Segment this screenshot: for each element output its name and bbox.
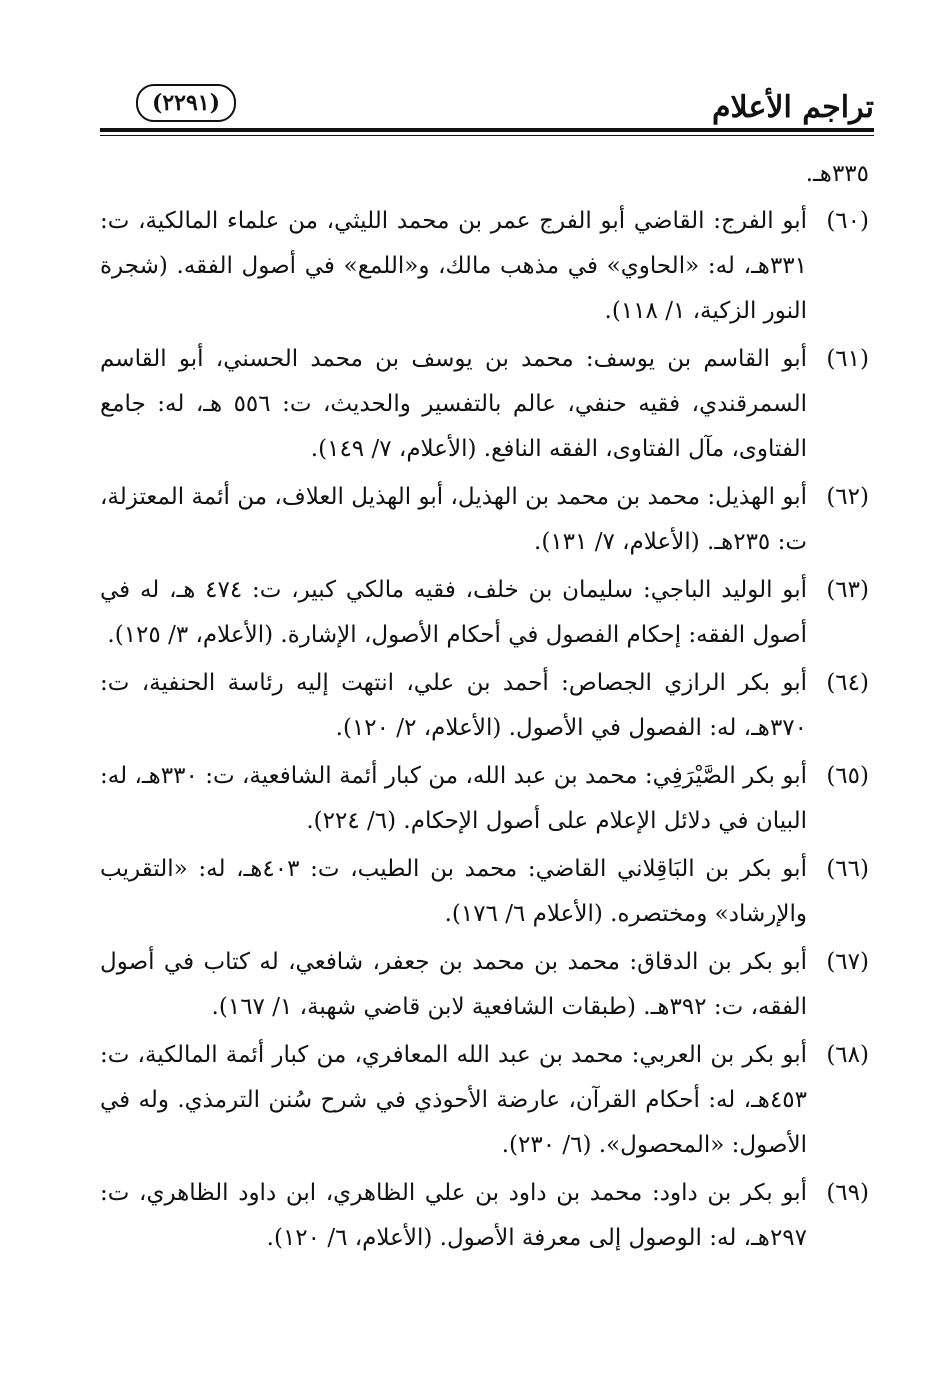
entry-text: أبو الفرج: القاضي أبو الفرج عمر بن محمد الليثي، من علماء المالكية، ت: ٣٣١هـ، له: «الحاوي» في مذهب مالك، و«اللمع» في أصول الفقه. (شجرة النور الزكية، ١/ ١١٨).	[100, 208, 807, 324]
entry-text: أبو بكر بن الدقاق: محمد بن محمد بن جعفر، شافعي، له كتاب في أصول الفقه، ت: ٣٩٢هـ. (طبقات الشافعية لابن قاضي شهبة، ١/ ١٦٧).	[100, 949, 807, 1020]
running-title: تراجم الأعلام	[711, 90, 874, 125]
entry-66	[100, 847, 869, 937]
entry-text: أبو بكر الصَّيْرَفِي: محمد بن عبد الله، من كبار أئمة الشافعية، ت: ٣٣٠هـ، له: البيان في دلائل الإعلام على أصول الإحكام. (٦/ ٢٢٤).	[100, 763, 807, 834]
entry-67	[100, 940, 869, 1030]
entry-number: (٦٢)	[826, 484, 869, 510]
page-header	[100, 84, 874, 130]
entry-text: أبو بكر بن العربي: محمد بن عبد الله المعافري، من كبار أئمة المالكية، ت: ٤٥٣هـ، له: أحكام القرآن، عارضة الأحوذي في شرح سُنن الترمذي. وله في الأصول: «المحصول». (٦/ ٢٣٠).	[100, 1042, 808, 1158]
entry-number: (٦٣)	[826, 577, 869, 603]
entry-text: أبو بكر الرازي الجصاص: أحمد بن علي، انتهت إليه رئاسة الحنفية، ت: ٣٧٠هـ، له: الفصول في الأصول. (الأعلام، ٢/ ١٢٠).	[100, 670, 807, 741]
entry-number: (٦٠)	[826, 208, 869, 234]
entry-number: (٦٧)	[826, 949, 869, 975]
entry-text: أبو بكر بن البَاقِلاني القاضي: محمد بن الطيب، ت: ٤٠٣هـ، له: «التقريب والإرشاد» ومختصره. (الأعلام ٦/ ١٧٦).	[100, 856, 807, 927]
entry-text: أبو الهذيل: محمد بن محمد بن الهذيل، أبو الهذيل العلاف، من أئمة المعتزلة، ت: ٢٣٥هـ. (الأعلام، ٧/ ١٣١).	[100, 484, 807, 555]
entry-60	[100, 199, 869, 334]
entry-68	[100, 1033, 869, 1168]
entry-69	[100, 1171, 869, 1261]
entry-number: (٦٤)	[826, 670, 869, 696]
entry-63	[100, 568, 869, 658]
entry-61	[100, 337, 869, 472]
entry-text: أبو الوليد الباجي: سليمان بن خلف، فقيه مالكي كبير، ت: ٤٧٤ هـ، له في أصول الفقه: إحكام الفصول في أحكام الأصول، الإشارة. (الأعلام، ٣/ ١٢٥).	[100, 577, 807, 648]
entry-65	[100, 754, 869, 844]
entry-number: (٦١)	[826, 346, 869, 372]
entry-text: أبو بكر بن داود: محمد بن داود بن علي الظاهري، ابن داود الظاهري، ت: ٢٩٧هـ، له: الوصول إلى معرفة الأصول. (الأعلام، ٦/ ١٢٠).	[100, 1180, 807, 1251]
entry-62	[100, 475, 869, 565]
header-rule-thin	[100, 135, 874, 136]
entry-number: (٦٦)	[826, 856, 869, 882]
entry-number: (٦٥)	[826, 763, 869, 789]
page-number: (٢٢٩١)	[136, 84, 236, 122]
page-body	[100, 152, 869, 1264]
entry-text: أبو القاسم بن يوسف: محمد بن يوسف بن محمد الحسني، أبو القاسم السمرقندي، فقيه حنفي، عالم بالتفسير والحديث، ت: ٥٥٦ هـ، له: جامع الفتاوى، مآل الفتاوى، الفقه النافع. (الأعلام، ٧/ ١٤٩).	[100, 346, 807, 462]
header-rule-thick	[100, 128, 874, 132]
entry-number: (٦٨)	[826, 1042, 869, 1068]
entry-number: (٦٩)	[826, 1180, 869, 1206]
continued-text: ٣٣٥هـ.	[805, 161, 869, 187]
entry-64	[100, 661, 869, 751]
